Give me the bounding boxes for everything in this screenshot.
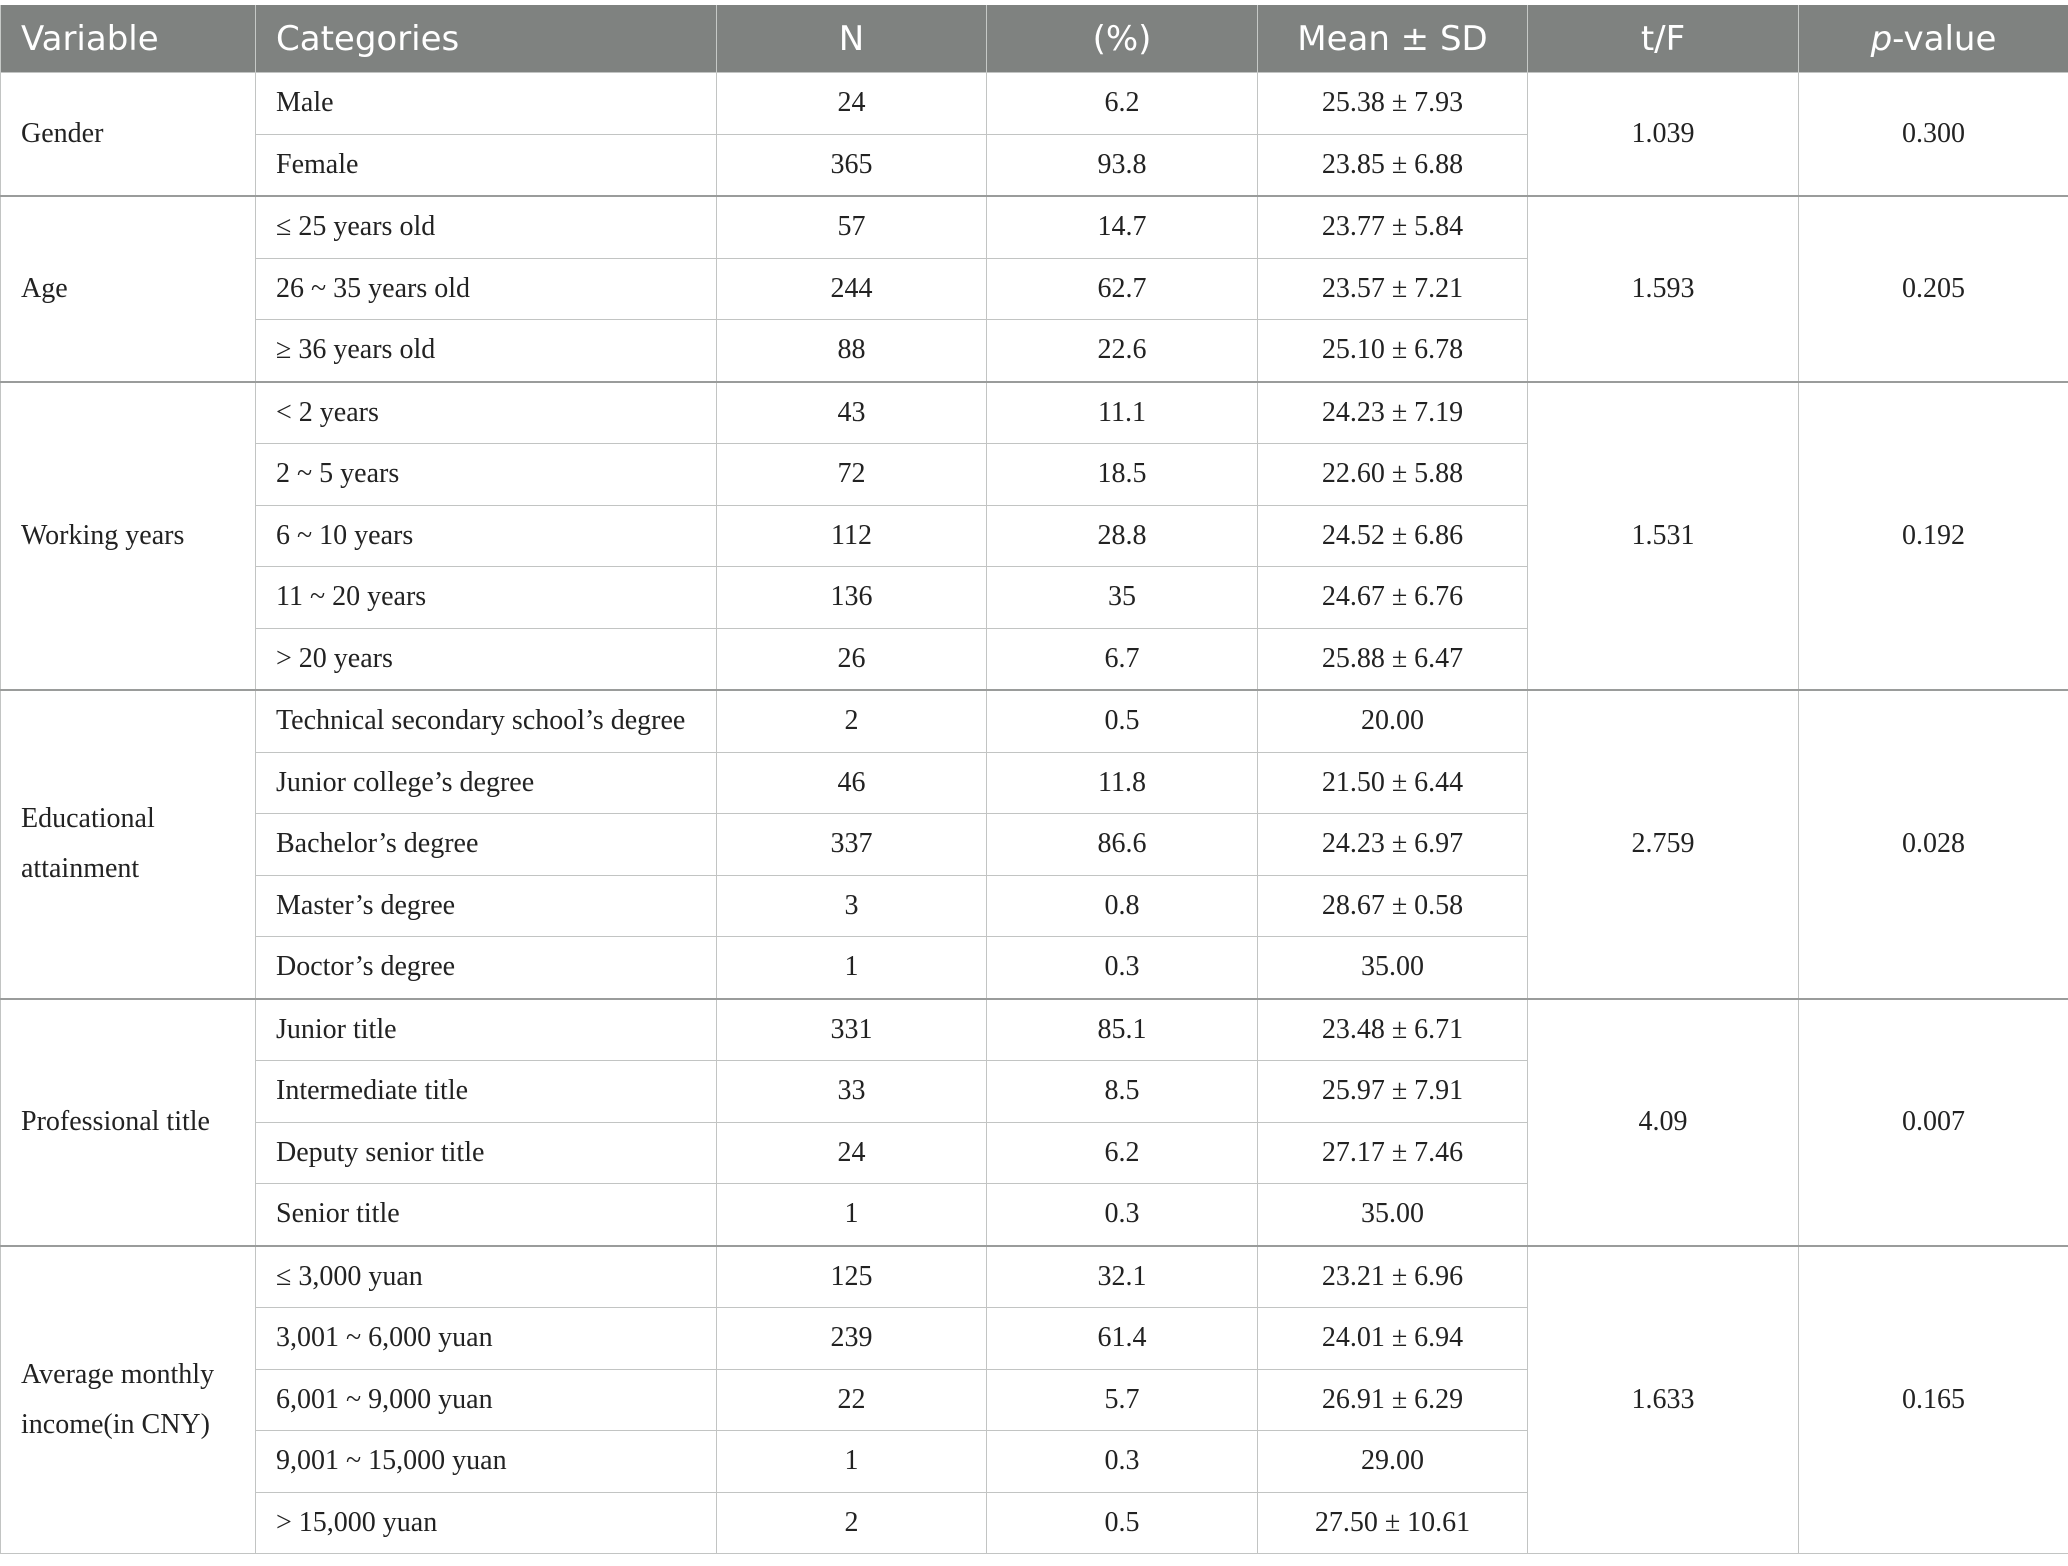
percent-cell: 6.2 [987, 73, 1258, 135]
variable-cell: Average monthly income(in CNY) [1, 1246, 256, 1554]
percent-cell: 5.7 [987, 1369, 1258, 1431]
mean-sd-cell: 24.52 ± 6.86 [1258, 505, 1528, 567]
mean-sd-cell: 21.50 ± 6.44 [1258, 752, 1528, 814]
mean-sd-cell: 24.01 ± 6.94 [1258, 1308, 1528, 1370]
n-cell: 331 [717, 999, 987, 1061]
n-cell: 136 [717, 567, 987, 629]
n-cell: 26 [717, 628, 987, 690]
header-p-value [1799, 5, 2068, 73]
n-cell: 1 [717, 937, 987, 999]
table-header [1, 5, 2068, 73]
n-cell: 57 [717, 196, 987, 258]
n-cell: 43 [717, 382, 987, 444]
percent-cell: 62.7 [987, 258, 1258, 320]
category-cell: ≤ 3,000 yuan [256, 1246, 717, 1308]
mean-sd-cell: 25.88 ± 6.47 [1258, 628, 1528, 690]
percent-cell: 0.3 [987, 1184, 1258, 1246]
demographics-table [0, 5, 2068, 1554]
header-percent: (%) [987, 5, 1258, 73]
variable-cell: Age [1, 196, 256, 382]
variable-cell: Working years [1, 382, 256, 691]
category-cell: 11 ~ 20 years [256, 567, 717, 629]
percent-cell: 35 [987, 567, 1258, 629]
n-cell: 33 [717, 1061, 987, 1123]
n-cell: 1 [717, 1184, 987, 1246]
n-cell: 125 [717, 1246, 987, 1308]
category-cell: Deputy senior title [256, 1122, 717, 1184]
category-cell: Doctor’s degree [256, 937, 717, 999]
n-cell: 244 [717, 258, 987, 320]
percent-cell: 85.1 [987, 999, 1258, 1061]
variable-cell: Gender [1, 73, 256, 197]
mean-sd-cell: 24.23 ± 7.19 [1258, 382, 1528, 444]
n-cell: 2 [717, 1492, 987, 1554]
category-cell: 2 ~ 5 years [256, 444, 717, 506]
header-tf: t/F [1528, 5, 1799, 73]
mean-sd-cell: 23.21 ± 6.96 [1258, 1246, 1528, 1308]
percent-cell: 22.6 [987, 320, 1258, 382]
n-cell: 337 [717, 814, 987, 876]
header-p-italic: p [1870, 18, 1893, 59]
category-cell: Male [256, 73, 717, 135]
percent-cell: 6.2 [987, 1122, 1258, 1184]
n-cell: 365 [717, 134, 987, 196]
mean-sd-cell: 25.10 ± 6.78 [1258, 320, 1528, 382]
category-cell: ≤ 25 years old [256, 196, 717, 258]
mean-sd-cell: 22.60 ± 5.88 [1258, 444, 1528, 506]
percent-cell: 14.7 [987, 196, 1258, 258]
percent-cell: 18.5 [987, 444, 1258, 506]
category-cell: ≥ 36 years old [256, 320, 717, 382]
header-n: N [717, 5, 987, 73]
n-cell: 88 [717, 320, 987, 382]
category-cell: > 20 years [256, 628, 717, 690]
n-cell: 1 [717, 1431, 987, 1493]
mean-sd-cell: 20.00 [1258, 690, 1528, 752]
category-cell: 26 ~ 35 years old [256, 258, 717, 320]
percent-cell: 6.7 [987, 628, 1258, 690]
mean-sd-cell: 29.00 [1258, 1431, 1528, 1493]
percent-cell: 11.1 [987, 382, 1258, 444]
n-cell: 2 [717, 690, 987, 752]
tf-cell: 2.759 [1528, 690, 1799, 999]
category-cell: 6,001 ~ 9,000 yuan [256, 1369, 717, 1431]
table-row [1, 196, 2068, 258]
n-cell: 24 [717, 73, 987, 135]
header-row [1, 5, 2068, 73]
category-cell: Master’s degree [256, 875, 717, 937]
percent-cell: 61.4 [987, 1308, 1258, 1370]
percent-cell: 0.3 [987, 1431, 1258, 1493]
percent-cell: 86.6 [987, 814, 1258, 876]
mean-sd-cell: 24.23 ± 6.97 [1258, 814, 1528, 876]
p-value-cell: 0.028 [1799, 690, 2068, 999]
header-categories: Categories [256, 5, 717, 73]
p-value-cell: 0.205 [1799, 196, 2068, 382]
category-cell: 3,001 ~ 6,000 yuan [256, 1308, 717, 1370]
table-row [1, 1246, 2068, 1308]
tf-cell: 4.09 [1528, 999, 1799, 1246]
table-row [1, 382, 2068, 444]
mean-sd-cell: 25.38 ± 7.93 [1258, 73, 1528, 135]
percent-cell: 93.8 [987, 134, 1258, 196]
n-cell: 24 [717, 1122, 987, 1184]
category-cell: Technical secondary school’s degree [256, 690, 717, 752]
category-cell: Intermediate title [256, 1061, 717, 1123]
n-cell: 239 [717, 1308, 987, 1370]
mean-sd-cell: 23.57 ± 7.21 [1258, 258, 1528, 320]
header-variable: Variable [1, 5, 256, 73]
mean-sd-cell: 27.50 ± 10.61 [1258, 1492, 1528, 1554]
category-cell: < 2 years [256, 382, 717, 444]
category-cell: 6 ~ 10 years [256, 505, 717, 567]
mean-sd-cell: 27.17 ± 7.46 [1258, 1122, 1528, 1184]
n-cell: 72 [717, 444, 987, 506]
mean-sd-cell: 23.85 ± 6.88 [1258, 134, 1528, 196]
variable-cell: Professional title [1, 999, 256, 1246]
mean-sd-cell: 28.67 ± 0.58 [1258, 875, 1528, 937]
percent-cell: 0.3 [987, 937, 1258, 999]
mean-sd-cell: 35.00 [1258, 937, 1528, 999]
mean-sd-cell: 26.91 ± 6.29 [1258, 1369, 1528, 1431]
percent-cell: 0.8 [987, 875, 1258, 937]
p-value-cell: 0.007 [1799, 999, 2068, 1246]
table-row [1, 73, 2068, 135]
p-value-cell: 0.300 [1799, 73, 2068, 197]
tf-cell: 1.531 [1528, 382, 1799, 691]
percent-cell: 8.5 [987, 1061, 1258, 1123]
n-cell: 112 [717, 505, 987, 567]
variable-cell: Educational attainment [1, 690, 256, 999]
mean-sd-cell: 23.77 ± 5.84 [1258, 196, 1528, 258]
tf-cell: 1.633 [1528, 1246, 1799, 1554]
category-cell: Senior title [256, 1184, 717, 1246]
n-cell: 46 [717, 752, 987, 814]
category-cell: 9,001 ~ 15,000 yuan [256, 1431, 717, 1493]
mean-sd-cell: 24.67 ± 6.76 [1258, 567, 1528, 629]
percent-cell: 28.8 [987, 505, 1258, 567]
category-cell: > 15,000 yuan [256, 1492, 717, 1554]
p-value-cell: 0.165 [1799, 1246, 2068, 1554]
mean-sd-cell: 23.48 ± 6.71 [1258, 999, 1528, 1061]
p-value-cell: 0.192 [1799, 382, 2068, 691]
category-cell: Junior title [256, 999, 717, 1061]
percent-cell: 0.5 [987, 1492, 1258, 1554]
table-row [1, 690, 2068, 752]
header-p-rest: -value [1892, 18, 1997, 59]
header-mean-sd: Mean ± SD [1258, 5, 1528, 73]
tf-cell: 1.039 [1528, 73, 1799, 197]
percent-cell: 32.1 [987, 1246, 1258, 1308]
n-cell: 3 [717, 875, 987, 937]
category-cell: Female [256, 134, 717, 196]
table-body [1, 73, 2068, 1554]
category-cell: Bachelor’s degree [256, 814, 717, 876]
mean-sd-cell: 35.00 [1258, 1184, 1528, 1246]
category-cell: Junior college’s degree [256, 752, 717, 814]
n-cell: 22 [717, 1369, 987, 1431]
mean-sd-cell: 25.97 ± 7.91 [1258, 1061, 1528, 1123]
table-row [1, 999, 2068, 1061]
percent-cell: 0.5 [987, 690, 1258, 752]
percent-cell: 11.8 [987, 752, 1258, 814]
tf-cell: 1.593 [1528, 196, 1799, 382]
